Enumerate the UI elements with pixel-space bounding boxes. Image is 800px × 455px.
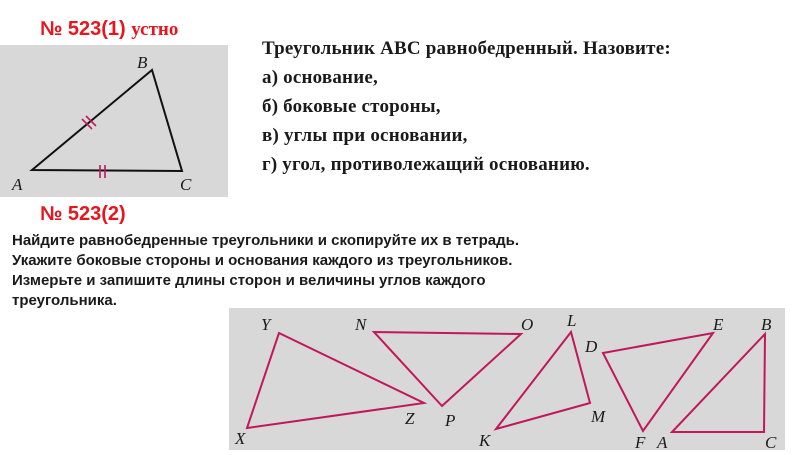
task-line: Укажите боковые стороны и основания каждого из треугольников. [12,252,513,269]
vertex-label-b-right: B [761,315,772,334]
vertex-label-l: L [567,311,577,330]
question-line: в) углы при основании, [262,125,468,146]
vertex-label-m: M [591,407,606,426]
task-line: Найдите равнобедренные треугольники и скопируйте их в тетрадь. [12,232,520,249]
exercise-2-number: № 523(2) [40,203,126,225]
question-line: б) боковые стороны, [262,96,441,117]
vertex-label-p: P [445,411,456,430]
vertex-label-c-right: C [765,433,777,450]
triangle-nop [374,332,521,406]
vertex-label-f: F [635,433,646,450]
vertex-label-z: Z [405,409,415,428]
vertex-label-a: A [12,175,23,194]
exercise-1-title [40,18,178,41]
vertex-label-d: D [585,337,598,356]
triangles-figure [229,308,785,450]
triangle-klm [496,332,590,429]
triangle-abc [32,70,182,171]
question-line: Треугольник АВС равнобедренный. Назовите: [262,38,671,59]
vertex-label-e: E [713,315,724,334]
exercise-2-title [40,203,126,226]
triangle-abc-right [672,334,765,432]
figure-panel-triangles [229,308,785,450]
triangle-abc-figure [0,45,228,197]
vertex-label-o: O [521,315,534,334]
task-line: треугольника. [12,292,117,309]
exercise-2-task [12,231,519,311]
task-line: Измерьте и запишите длины сторон и величины углов каждого [12,272,486,289]
vertex-label-n: N [355,315,367,334]
triangle-def [603,333,713,431]
question-line: а) основание, [262,67,378,88]
figure-panel-abc [0,45,228,197]
exercise-1-mode: устно [131,19,179,40]
vertex-label-a-right: A [657,433,668,450]
vertex-label-c: C [180,175,192,194]
vertex-label-b: B [137,53,148,72]
exercise-1-questions [262,34,671,179]
vertex-label-y: Y [261,315,271,334]
vertex-label-k: K [479,431,491,450]
question-line: г) угол, противолежащий основанию. [262,154,590,175]
vertex-label-x: X [235,429,246,448]
exercise-1-number: № 523(1) [40,18,126,40]
triangle-xyz [247,333,424,428]
